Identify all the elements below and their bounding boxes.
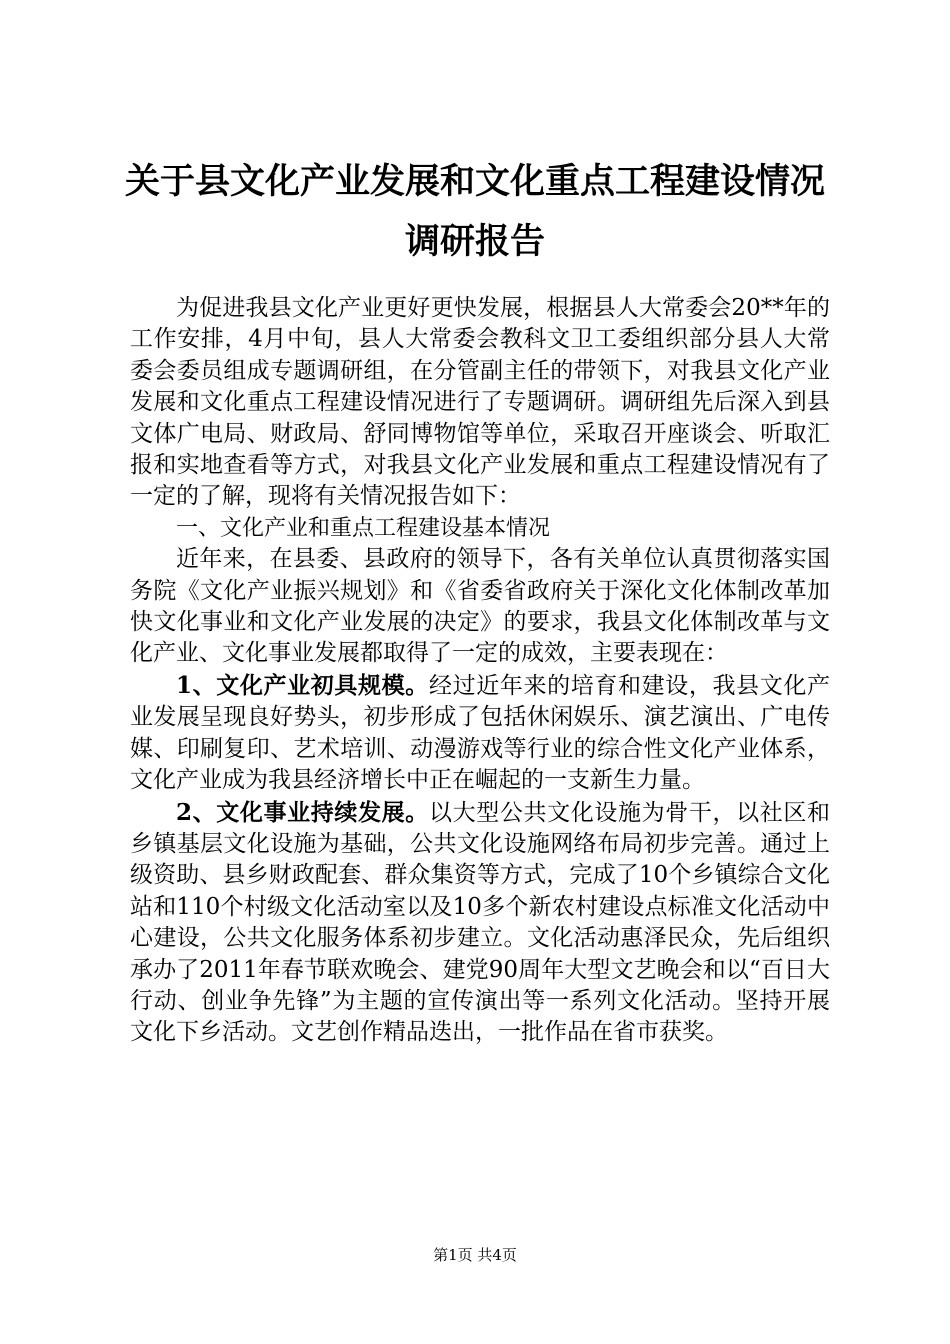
intro-paragraph: 为促进我县文化产业更好更快发展，根据县人大常委会20**年的工作安排，4月中旬，县人大常委会教科文卫工委组织部分县人大常委会委员组成专题调研组，在分管副主任的带领下，对我县文化产业发展和文化重点工程建设情况进行了专题调研。调研组先后深入到县文体广电局、财政局、舒同博物馆等单位，采取召开座谈会、听取汇报和实地查看等方式，对我县文化产业发展和重点工程建设情况有了一定的了解，现将有关情况报告如下： xyxy=(130,295,830,510)
item-2-lead: 2、文化事业持续发展。 xyxy=(176,798,429,826)
section-1-intro-paragraph: 近年来，在县委、县政府的领导下，各有关单位认真贯彻落实国务院《文化产业振兴规划》和《省委省政府关于深化文化体制改革加快文化事业和文化产业发展的决定》的要求，我县文化体制改革与文化产业、文化事业发展都取得了一定的成效，主要表现在： xyxy=(130,546,830,667)
item-1-paragraph xyxy=(130,670,830,797)
item-1-lead: 1、文化产业初具规模。 xyxy=(176,671,429,699)
page-number-footer: 第1页 共4页 xyxy=(433,1246,517,1264)
item-1-text: 经过近年来的培育和建设，我县文化产业发展呈现良好势头，初步形成了包括休闲娱乐、演艺演出、广电传媒、印刷复印、艺术培训、动漫游戏等行业的综合性文化产业体系，文化产业成为我县经济增长中正在崛起的一支新生力量。 xyxy=(130,672,831,794)
document-title-line-2: 调研报告 xyxy=(404,221,545,262)
item-2-paragraph xyxy=(130,797,830,1049)
section-1-heading: 一、文化产业和重点工程建设基本情况 xyxy=(176,515,551,541)
document-title-line-1: 关于县文化产业发展和文化重点工程建设情况 xyxy=(124,161,825,202)
item-2-text: 以大型公共文化设施为骨干，以社区和乡镇基层文化设施为基础，公共文化设施网络布局初步完善。通过上级资助、县乡财政配套、群众集资等方式，完成了10个乡镇综合文化站和110个村级文化活动室以及10多个新农村建设点标准文化活动中心建设，公共文化服务体系初步建立。文化活动惠泽民众，先后组织承办了2011年春节联欢晚会、建党90周年大型文艺晚会和以“百日大行动、创业争先锋”为主题的宣传演出等一系列文化活动。坚持开展文化下乡活动。文艺创作精品迭出，一批作品在省市获奖。 xyxy=(130,799,831,1046)
document-body xyxy=(130,293,830,1049)
